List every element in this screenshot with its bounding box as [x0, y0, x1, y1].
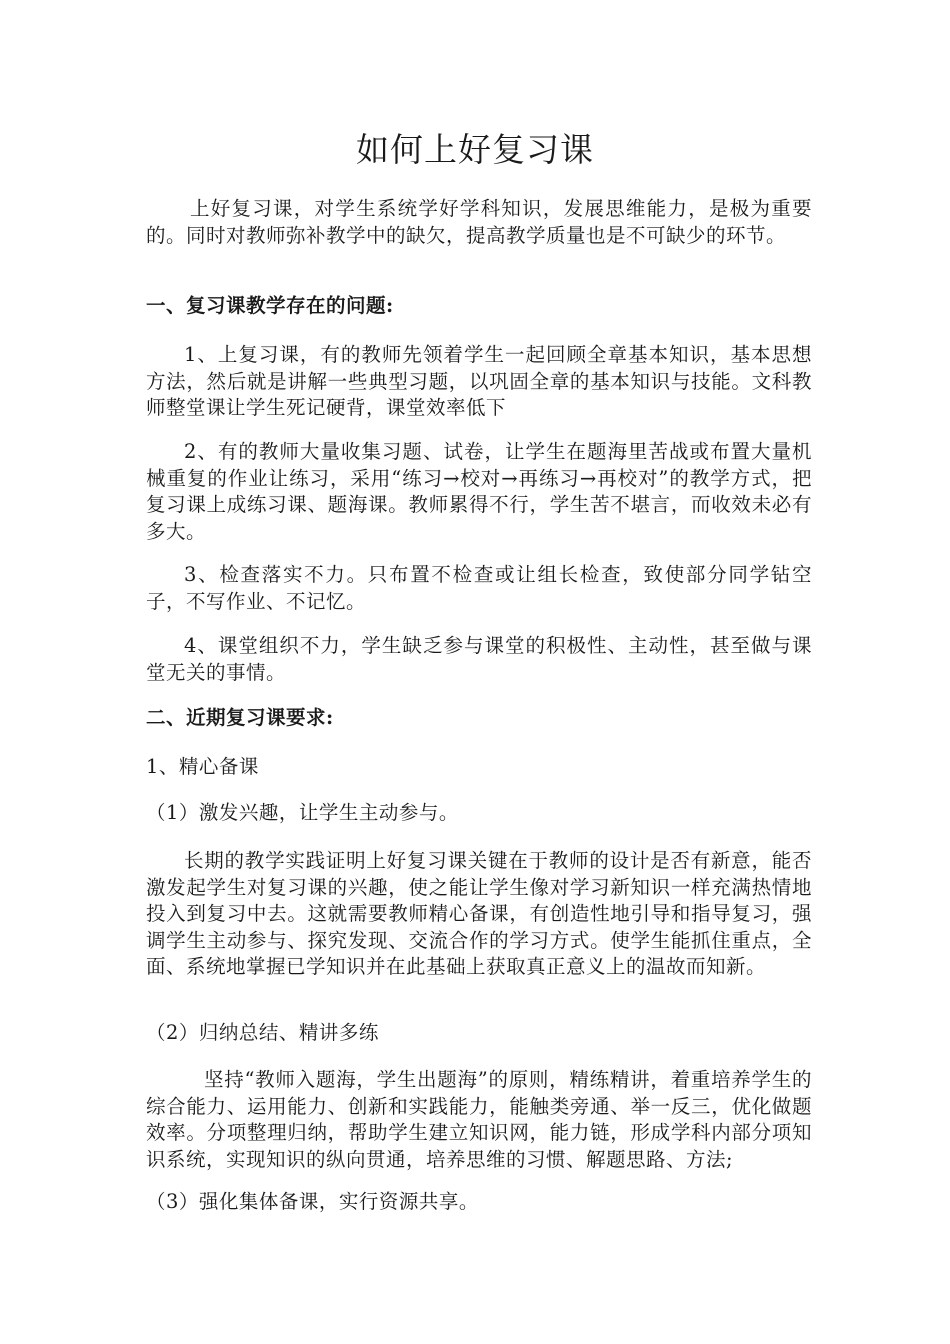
intro-paragraph: 上好复习课，对学生系统学好学科知识，发展思维能力，是极为重要的。同时对教师弥补教学中的缺欠，提高教学质量也是不可缺少的环节。 — [146, 197, 812, 247]
section1-item-2: 2、有的教师大量收集习题、试卷，让学生在题海里苦战或布置大量机械重复的作业让练习，采用“练习→校对→再练习→再校对”的教学方式，把复习课上成练习课、题海课。教师累得不行，学生苦不堪言，而收效未必有多大。 — [146, 440, 812, 543]
section1-heading: 一、复习课教学存在的问题: — [146, 294, 394, 317]
section2-sub1: 1、精心备课 — [146, 755, 259, 778]
section1-item-4: 4、课堂组织不力，学生缺乏参与课堂的积极性、主动性，甚至做与课堂无关的事情。 — [146, 634, 812, 684]
section1-item-3: 3、检查落实不力。只布置不检查或让组长检查，致使部分同学钻空子，不写作业、不记忆。 — [146, 563, 812, 613]
section2-sub1-2: （2）归纳总结、精讲多练 — [146, 1021, 379, 1044]
section2-sub1-3: （3）强化集体备课，实行资源共享。 — [146, 1190, 479, 1213]
section2-sub1-1: （1）激发兴趣，让学生主动参与。 — [146, 801, 459, 824]
section2-paragraph-1: 长期的教学实践证明上好复习课关键在于教师的设计是否有新意，能否激发起学生对复习课的兴趣，使之能让学生像对学习新知识一样充满热情地投入到复习中去。这就需要教师精心备课，有创造性地引导和指导复习，强调学生主动参与、探究发现、交流合作的学习方式。使学生能抓住重点，全面、系统地掌握已学知识并在此基础上获取真正意义上的温故而知新。 — [146, 849, 812, 978]
document-title: 如何上好复习课 — [356, 130, 594, 169]
section2-heading: 二、近期复习课要求: — [146, 706, 334, 729]
section1-item-1: 1、上复习课，有的教师先领着学生一起回顾全章基本知识，基本思想方法，然后就是讲解一些典型习题，以巩固全章的基本知识与技能。文科教师整堂课让学生死记硬背，课堂效率低下 — [146, 343, 812, 419]
section2-paragraph-2: 坚持“教师入题海，学生出题海”的原则，精练精讲，着重培养学生的综合能力、运用能力、创新和实践能力，能触类旁通、举一反三，优化做题效率。分项整理归纳，帮助学生建立知识网，能力链，形成学科内部分项知识系统，实现知识的纵向贯通，培养思维的习惯、解题思路、方法; — [146, 1068, 812, 1171]
